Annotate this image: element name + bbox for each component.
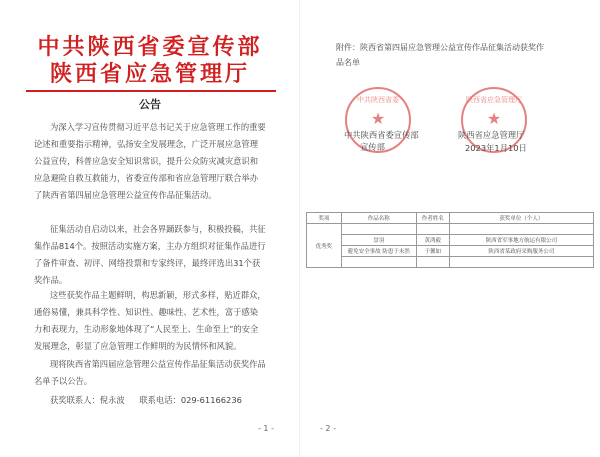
contact-info — [50, 394, 254, 406]
page-number-left: - 1 - — [258, 424, 274, 433]
star-icon: ★ — [486, 109, 502, 128]
contact-phone: 联系电话：029-61166236 — [139, 395, 242, 405]
table-row — [307, 224, 594, 235]
header-author: 作者姓名 — [416, 213, 449, 224]
star-icon: ★ — [370, 109, 386, 128]
table-cell — [341, 224, 416, 235]
table-cell: 陕西省某政府采购服务公司 — [449, 246, 593, 257]
header-award: 奖项 — [307, 213, 342, 224]
right-page — [300, 0, 600, 457]
seal-2-ring-text: 陕西省应急管理厅 — [466, 96, 522, 104]
table-header-row — [307, 213, 594, 224]
table-row — [307, 246, 594, 257]
header-title-line2: 陕西省应急管理厅 — [49, 61, 250, 87]
table-cell: 黄鸿毅 — [416, 235, 449, 246]
signature-left-1: 中共陕西省委宣传部 — [344, 130, 419, 140]
table-cell — [449, 224, 593, 235]
table-row — [307, 257, 594, 268]
table-cell: 于馨如 — [416, 246, 449, 257]
attachment-title — [336, 40, 576, 70]
table-cell: 陕西省军事地方航运有限公司 — [449, 235, 593, 246]
attachment-line-2: 品名单 — [336, 58, 360, 67]
table-cell — [341, 257, 416, 268]
table-cell — [449, 257, 593, 268]
signature-date: 2023年1月10日 — [465, 143, 527, 153]
attachment-line-1: 附件：陕西省第四届应急管理公益宣传作品征集活动获奖作 — [336, 43, 544, 52]
table-cell — [416, 257, 449, 268]
paragraph-2: 征集活动自启动以来，社会各界踊跃参与，积极投稿，共征集作品814个。按照活动实施方案，主办方组织对征集作品进行了备件审查、初评、网络投票和专家终评，最终评选出31个获奖作品。 — [34, 224, 266, 285]
table-cell: 优秀奖 — [307, 224, 342, 268]
signature-left-2: 宣传部 — [360, 142, 385, 152]
header-unit: 获奖单位（个人） — [449, 213, 593, 224]
signature-right-1: 陕西省应急管理厅 — [458, 130, 525, 140]
awards-table — [306, 212, 594, 268]
paragraph-4: 现将陕西省第四届应急管理公益宣传作品征集活动获奖作品名单予以公告。 — [34, 359, 266, 386]
red-divider — [26, 90, 276, 92]
paragraph-3: 这些获奖作品主题鲜明，构思新颖，形式多样，贴近群众，通俗易懂，兼具科学性、知识性、趣味性、艺术性，富于感染力和表现力，生动形象地体现了“人民至上、生命至上”的安全发展理念，彰显了应急管理工作鲜明的为民情怀和风貌。 — [34, 290, 266, 351]
table-cell — [416, 224, 449, 235]
table-cell: 避免安全事故 防患于未然 — [341, 246, 416, 257]
table-row — [307, 235, 594, 246]
seal-1-ring-text: 中共陕西省委 — [357, 96, 399, 104]
paragraph-1: 为深入学习宣传贯彻习近平总书记关于应急管理工作的重要论述和重要指示精神，弘扬安全发展理念，广泛开展应急管理公益宣传，科普应急安全知识常识，提升公众防灾减灾意识和应急避险自救互救能力，省委宣传部和省应急管理厅联合举办了陕西省第四届应急管理公益宣传作品征集活动。 — [34, 122, 266, 200]
header-work: 作品名称 — [341, 213, 416, 224]
header-title-line1: 中共陕西省委宣传部 — [37, 34, 263, 60]
contact-person: 获奖联系人：倪永波 — [50, 395, 125, 405]
notice-heading: 公告 — [139, 98, 161, 111]
table-cell: 盘羽 — [341, 235, 416, 246]
page-number-right: - 2 - — [320, 424, 336, 433]
